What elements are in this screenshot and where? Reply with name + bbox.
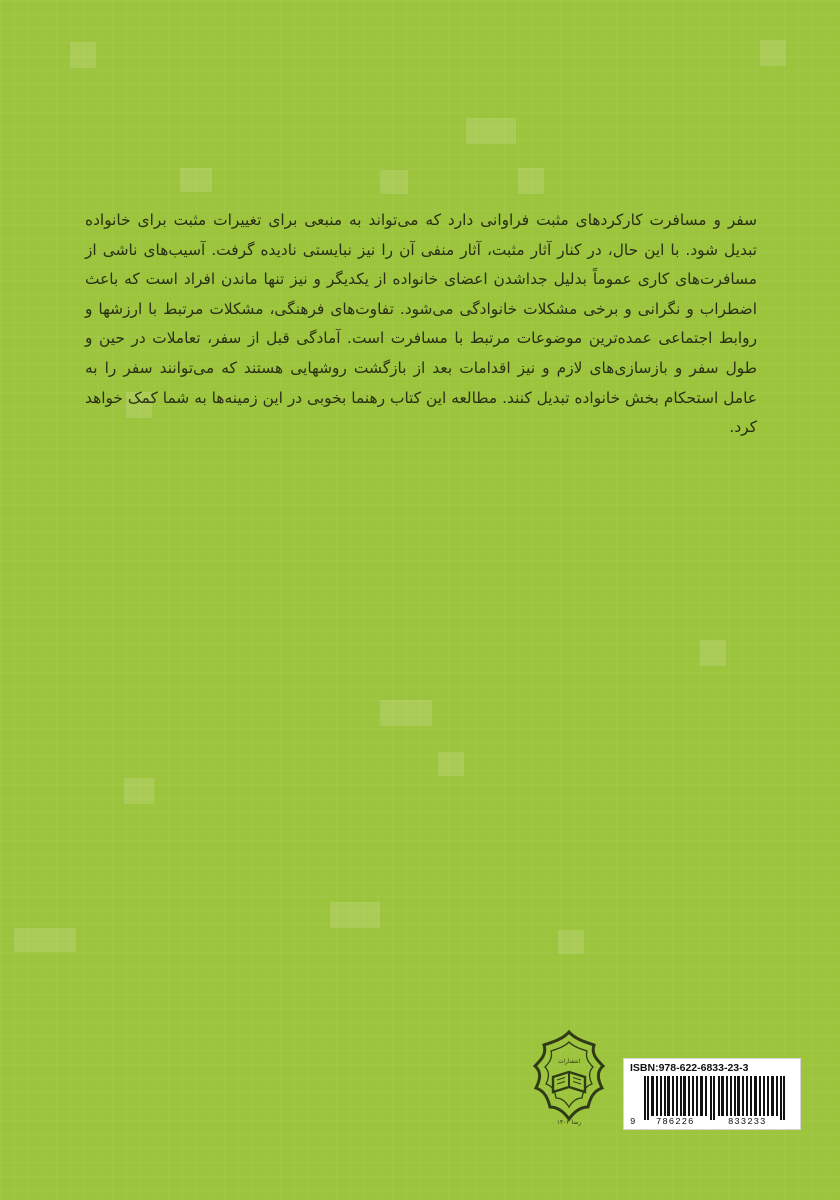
barcode-digit-group-2: 833233 bbox=[728, 1117, 767, 1127]
barcode-digit-group-1: 786226 bbox=[656, 1117, 695, 1127]
publisher-logo-sub-label: رضا ۱۴۰۲ bbox=[556, 1119, 582, 1126]
grid-square bbox=[380, 170, 408, 194]
publisher-logo bbox=[528, 1030, 610, 1126]
grid-square bbox=[180, 168, 212, 192]
barcode-digits bbox=[630, 1116, 796, 1128]
grid-square bbox=[438, 752, 464, 776]
grid-square bbox=[558, 930, 584, 954]
grid-square bbox=[14, 928, 76, 952]
grid-square bbox=[700, 640, 726, 666]
grid-square bbox=[518, 168, 544, 194]
barcode-bars bbox=[630, 1076, 796, 1116]
grid-square bbox=[124, 778, 154, 804]
grid-square bbox=[330, 902, 380, 928]
grid-square bbox=[380, 700, 432, 726]
barcode-digit-first: 9 bbox=[630, 1117, 636, 1127]
open-book-emblem-icon bbox=[528, 1030, 610, 1126]
grid-square bbox=[70, 42, 96, 68]
isbn-number: ISBN:978-622-6833-23-3 bbox=[630, 1062, 749, 1074]
isbn-barcode bbox=[623, 1058, 801, 1130]
grid-square bbox=[466, 118, 516, 144]
grid-square bbox=[760, 40, 786, 66]
back-cover-blurb: سفر و مسافرت کارکردهای مثبت فراوانی دارد که می‌تواند به منبعی برای تغییرات مثبت برای خانواده تبدیل شود. با این حال، در کنار آثار مثبت، آثار منفی آن را نیز نبایستی نادیده گرفت. آسیب‌های ناشی از مسافرت‌های کاری عموماً بدلیل جداشدن اعضای خانواده از یکدیگر و نیز تنها ماندن افراد است که باعث اضطراب و نگرانی و برخی مشکلات خانوادگی می‌شود. تفاوت‌های فرهنگی، مشکلات مرتبط با ارزشها و روابط اجتماعی عمده‌ترین موضوعات مرتبط با مسافرت است. آمادگی قبل از سفر، تعاملات در حین و طول سفر و بازسازی‌های لازم و نیز اقدامات بعد از بازگشت روشهایی هستند که می‌توانند سفر را به عامل استحکام بخش خانواده تبدیل کنند. مطالعه این کتاب رهنما بخوبی در این زمینه‌ها به شما کمک خواهد کرد. bbox=[85, 211, 757, 437]
publisher-logo-label: انتشارات bbox=[557, 1058, 581, 1065]
